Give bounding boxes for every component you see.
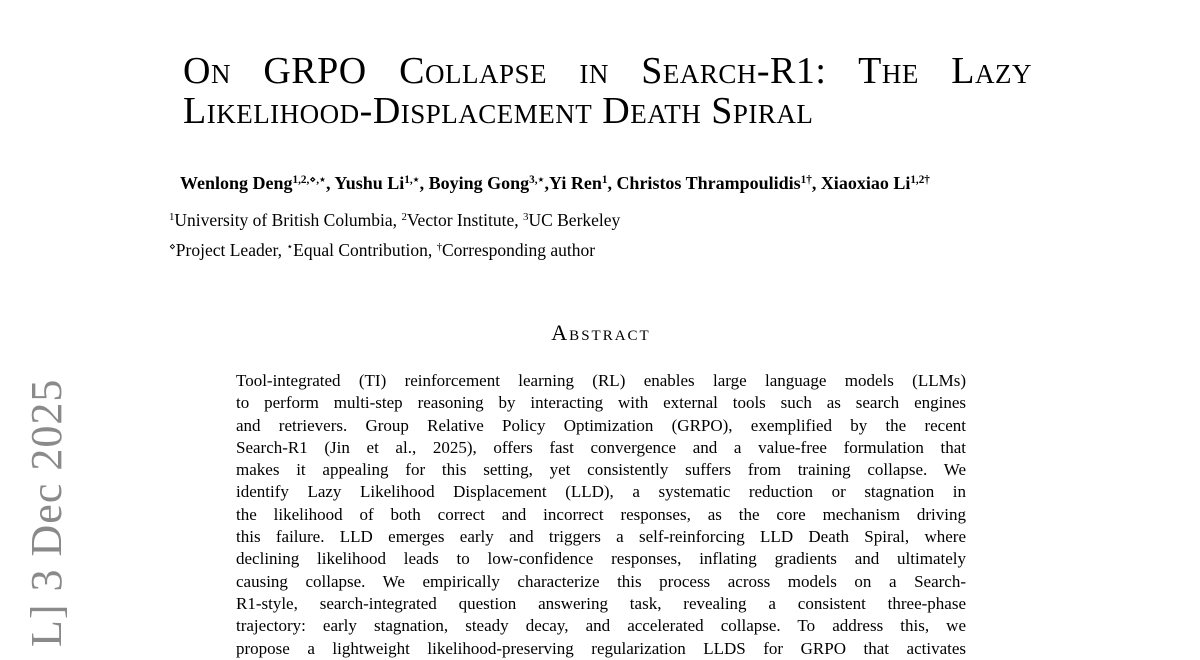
affiliation-text: Vector Institute, (406, 210, 524, 230)
abstract-line: to perform multi-step reasoning by interacting with external tools such as search engines (236, 393, 966, 413)
abstract-heading: Abstract (551, 320, 651, 345)
affiliation-text: University of British Columbia, (174, 210, 402, 230)
author-name: Xiaoxiao Li (820, 173, 911, 193)
abstract-body (236, 370, 966, 660)
paper-title-line-1: On GRPO Collapse in Search-R1: The Lazy (183, 50, 1032, 92)
author-name: Christos Thrampoulidis (616, 173, 801, 193)
abstract-line: propose a lightweight likelihood-preserving regularization LLDS for GRPO that activates (236, 638, 966, 658)
author-line (180, 171, 1080, 195)
paper-title (183, 51, 1032, 131)
contribution-line (169, 235, 1069, 265)
author-separator: , (544, 173, 550, 193)
abstract-line: Tool-integrated (TI) reinforcement learning (RL) enables large language models (LLMs) (236, 371, 966, 390)
author-superscript: 1† (800, 173, 812, 186)
role-superscript: ⋆ (286, 241, 294, 254)
role-item (169, 240, 286, 260)
abstract-line: declining likelihood leads to low-confidence responses, inflating gradients and ultimately (236, 549, 966, 569)
author (821, 173, 930, 193)
abstract-line: trajectory: early stagnation, steady decay, and accelerated collapse. To address this, we (236, 616, 966, 636)
affiliation-text: UC Berkeley (528, 210, 621, 230)
author-superscript: 1,2,⋄,⋆ (292, 173, 327, 186)
role-item (437, 240, 596, 260)
affiliation-item (523, 210, 620, 230)
role-text: Project Leader, (175, 240, 287, 260)
role-text: Corresponding author (442, 240, 596, 260)
abstract-line: the likelihood of both correct and incorrect responses, as the core mechanism driving (236, 504, 966, 524)
author-name: Yushu Li (334, 173, 405, 193)
abstract-line: identify Lazy Likelihood Displacement (LLD), a systematic reduction or stagnation in (236, 482, 966, 502)
role-item (286, 240, 436, 260)
affiliation-superscript: 2 (401, 211, 407, 224)
affiliation-item (169, 210, 401, 230)
author (180, 173, 334, 193)
role-superscript: † (436, 241, 442, 254)
abstract-line: makes it appealing for this setting, yet consistently suffers from training collapse. We (236, 460, 966, 480)
affiliation-line (169, 205, 1069, 235)
affiliation-block (169, 205, 1069, 265)
affiliation-item (401, 210, 523, 230)
abstract-line: R1-style, search-integrated question answering task, revealing a consistent three-phase (236, 593, 966, 613)
abstract-line: Search-R1 (Jin et al., 2025), offers fast convergence and a value-free formulation that (236, 437, 966, 457)
abstract-line: this failure. LLD emerges early and triggers a self-reinforcing LLD Death Spiral, where (236, 527, 966, 547)
author-superscript: 1,2† (910, 173, 930, 186)
author-superscript: 3,⋆ (529, 173, 545, 186)
arxiv-watermark: L] 3 Dec 2025 (22, 378, 71, 647)
role-superscript: ⋄ (169, 241, 176, 254)
author-name: Wenlong Deng (180, 173, 293, 193)
author-separator: , (811, 173, 821, 193)
author (616, 173, 820, 193)
author-name: Boying Gong (428, 173, 530, 193)
author-superscript: 1 (601, 173, 608, 186)
author-superscript: 1,⋆ (404, 173, 420, 186)
affiliation-superscript: 1 (169, 211, 175, 224)
author-separator: , (326, 173, 335, 193)
author-name: Yi Ren (549, 173, 602, 193)
author (334, 173, 428, 193)
author (429, 173, 549, 193)
author-separator: , (419, 173, 429, 193)
abstract-line: and retrievers. Group Relative Policy Optimization (GRPO), exemplified by the recent (236, 415, 966, 435)
author-separator: , (607, 173, 617, 193)
paper-title-line-2: Likelihood-Displacement Death Spiral (183, 90, 814, 132)
affiliation-superscript: 3 (523, 211, 529, 224)
abstract-line: causing collapse. We empirically characterize this process across models on a Search- (236, 571, 966, 591)
role-text: Equal Contribution, (293, 240, 437, 260)
author (549, 173, 616, 193)
